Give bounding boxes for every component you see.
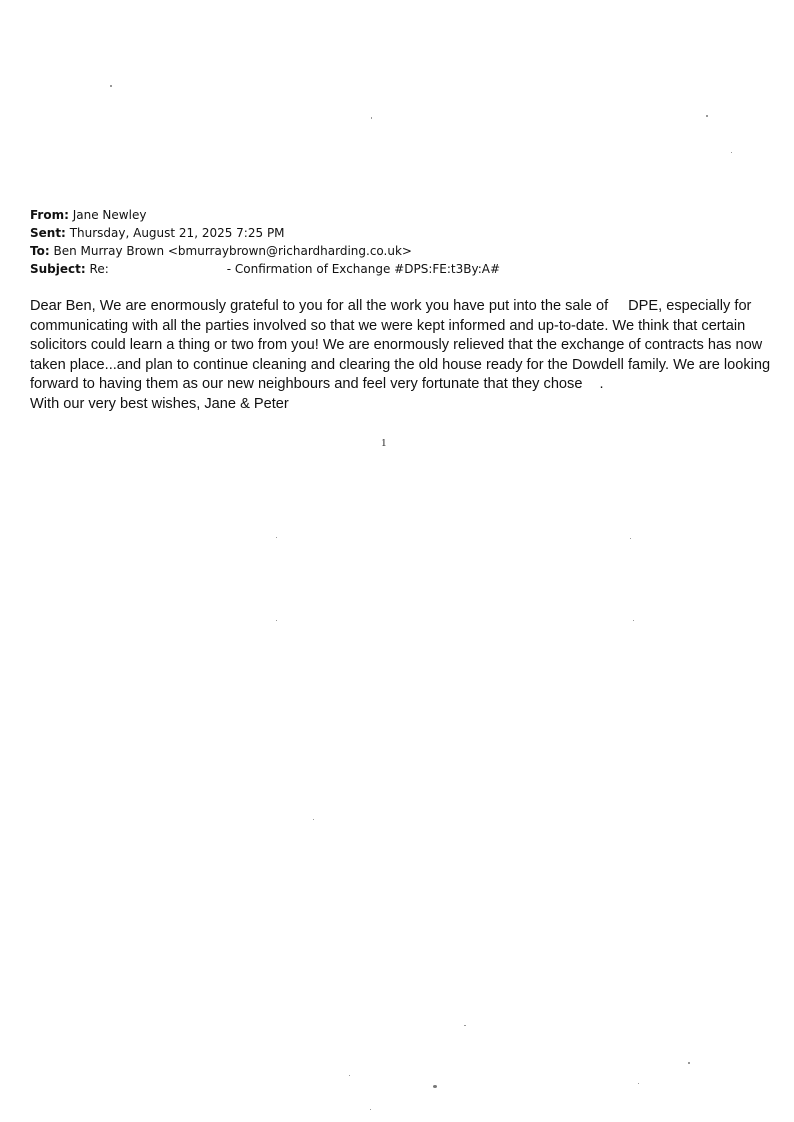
sent-row [30,224,500,242]
scan-speck [638,1083,639,1084]
from-label: From: [30,208,69,222]
subject-row [30,260,500,278]
scan-speck [349,1075,350,1076]
from-value: Jane Newley [72,208,147,222]
subject-label: Subject: [30,262,86,276]
sent-label: Sent: [30,226,66,240]
scan-speck [633,620,634,621]
subject-prefix: Re: [89,262,109,276]
body-paragraph [30,297,780,395]
body-signoff: With our very best wishes, Jane & Peter [30,395,289,412]
scan-speck [110,85,112,87]
scan-speck [371,117,372,119]
scan-speck [688,1062,690,1064]
scan-speck [370,1109,371,1110]
sent-value: Thursday, August 21, 2025 7:25 PM [69,226,285,240]
page-number: 1 [381,437,387,449]
scan-speck [630,538,631,539]
scan-speck [276,537,277,538]
body-para1-rest: especially for communicating with all the parties involved so that we were kept informed and up-to-date. We think that certain solicitors could learn a thing or two from you! We are enormously relieved that the exchange of contracts has now taken place...and plan to continue cleaning and clearing the old house ready for the Dowdell family. We are looking forward to having them as our new neighbours and feel very fortunate that they chose [30,298,771,393]
email-body [30,297,780,415]
body-para1-end: . [599,376,604,393]
subject-value: - Confirmation of Exchange #DPS:FE:t3By:A# [226,262,501,276]
body-para1-start: Dear Ben, We are enormously grateful to you for all the work you have put into the sale of [30,298,609,314]
scan-speck [433,1085,437,1088]
body-para1-dpe: DPE, [628,298,663,314]
email-header [30,206,500,278]
to-value: Ben Murray Brown <bmurraybrown@richardharding.co.uk> [53,244,412,258]
scan-speck [464,1025,466,1026]
to-row [30,242,500,260]
scan-speck [276,620,277,621]
scan-speck [731,152,732,153]
to-label: To: [30,244,50,258]
scan-speck [706,115,708,117]
from-row [30,206,500,224]
scan-speck [313,819,314,820]
